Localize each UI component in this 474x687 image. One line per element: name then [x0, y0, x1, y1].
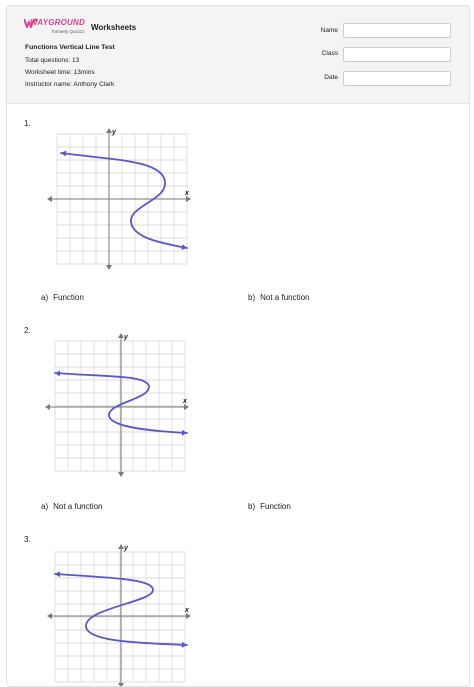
option-letter: b): [248, 293, 256, 302]
worksheet-header: [7, 6, 469, 104]
option-a[interactable]: [41, 293, 84, 302]
y-axis-arrow-down: [106, 265, 112, 270]
option-text: Function: [260, 502, 291, 511]
option-text: Function: [53, 293, 84, 302]
option-letter: a): [41, 502, 49, 511]
y-axis-arrow-down: [118, 683, 124, 687]
question-number: 1.: [24, 119, 31, 128]
x-axis-label: x: [185, 190, 189, 197]
question-number: 3.: [24, 535, 31, 544]
class-label: Class: [321, 50, 338, 57]
question-2-graph: [39, 327, 189, 477]
curve-arrow-start: [61, 151, 66, 157]
option-text: Not a function: [53, 502, 103, 511]
worksheet-title: Functions Vertical Line Test: [25, 44, 115, 51]
date-input[interactable]: [343, 71, 451, 86]
question-number: 2.: [24, 326, 31, 335]
x-axis-label: x: [183, 398, 187, 405]
class-input[interactable]: [343, 47, 451, 62]
total-questions: Total questions: 13: [25, 57, 80, 64]
x-axis-arrow-left: [45, 404, 50, 410]
y-axis-label: y: [124, 334, 128, 341]
instructor-name: Instructor name: Anthony Clark: [25, 81, 115, 88]
brand-name: WAYGROUND: [30, 18, 85, 27]
worksheet-page: [6, 5, 470, 687]
option-letter: b): [248, 502, 256, 511]
option-b[interactable]: [248, 293, 310, 302]
curve-arrow-start: [55, 371, 60, 377]
y-axis-arrow-down: [118, 472, 124, 477]
option-a[interactable]: [41, 502, 103, 511]
y-axis-label: y: [112, 129, 116, 136]
brand-subtitle: formerly Quizizz: [52, 29, 85, 34]
graph-curve: [61, 153, 187, 248]
name-label: Name: [320, 27, 338, 34]
y-axis-label: y: [124, 545, 128, 552]
question-3-graph: [41, 538, 191, 687]
curve-arrow-start: [55, 571, 60, 577]
option-letter: a): [41, 293, 49, 302]
x-axis-arrow-left: [47, 196, 52, 202]
date-label: Date: [324, 74, 338, 81]
curve-arrow-end: [182, 430, 187, 436]
worksheet-time: Worksheet time: 13mins: [25, 69, 95, 76]
section-title: Worksheets: [91, 23, 137, 32]
option-text: Not a function: [260, 293, 310, 302]
question-1-graph: [43, 122, 193, 272]
name-input[interactable]: [343, 23, 451, 38]
option-b[interactable]: [248, 502, 291, 511]
x-axis-label: x: [185, 607, 189, 614]
x-axis-arrow-left: [47, 613, 52, 619]
